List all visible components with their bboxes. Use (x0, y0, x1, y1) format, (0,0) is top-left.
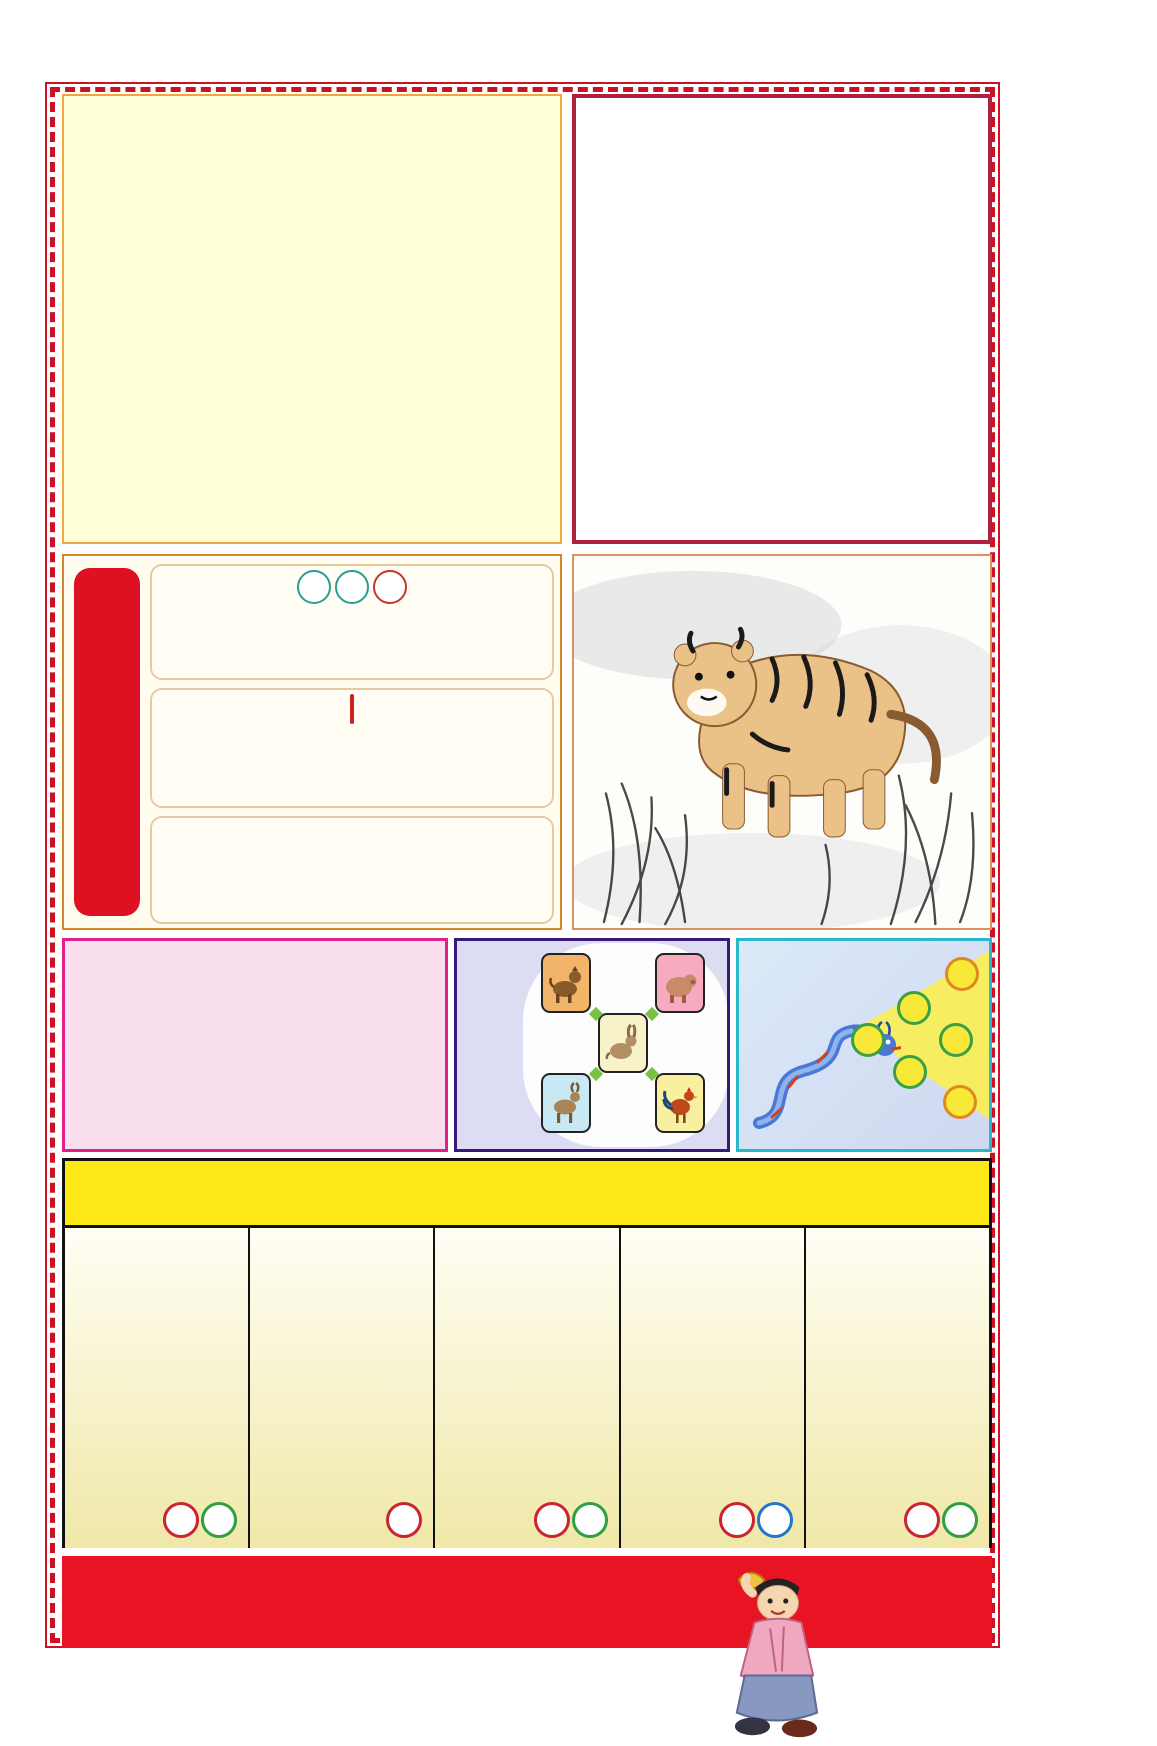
gate4-ball-35 (757, 1502, 793, 1538)
pearl-13 (893, 1055, 927, 1089)
left-dice-border (1, 84, 43, 1648)
gate1-ball-1 (163, 1502, 199, 1538)
right-brand-border (1008, 100, 1050, 1630)
tip1-number-33 (335, 570, 369, 604)
gate4-ball-32 (719, 1502, 755, 1538)
pearl-20 (943, 1085, 977, 1119)
goat-image (546, 1079, 586, 1127)
goat-tile (541, 1073, 591, 1133)
tip1-heading (160, 570, 544, 604)
dragon-pearls-panel (736, 938, 992, 1152)
zodiac-relation-panel (454, 938, 730, 1152)
gate4-column (621, 1228, 806, 1548)
dog-image (546, 959, 586, 1007)
boy-mascot-image (700, 1558, 850, 1744)
tiger-painting-panel (572, 554, 992, 930)
rabbit-tile (598, 1013, 648, 1073)
special-code-poem-panel (62, 94, 562, 544)
zodiac-poem-panel (62, 938, 448, 1152)
rooster-image (660, 1079, 700, 1127)
rooster-tile (655, 1073, 705, 1133)
gate3-column (435, 1228, 620, 1548)
recommendation-table (62, 1158, 992, 1548)
bottom-banner (62, 1556, 992, 1648)
gate2-column (250, 1228, 435, 1548)
gate1-column (65, 1228, 250, 1548)
gate2-ball-15 (386, 1502, 422, 1538)
dog-tile (541, 953, 591, 1013)
zodiac-bagua-panel (572, 94, 992, 544)
right-dice-border (1114, 84, 1156, 1648)
rabbit-image (603, 1019, 643, 1067)
tip-section-1 (150, 564, 554, 680)
tip-section-3 (150, 816, 554, 924)
pearl-16 (851, 1023, 885, 1057)
tip2-heading (160, 694, 544, 725)
pig-image (660, 959, 700, 1007)
tiger-ink-painting (574, 556, 990, 928)
gate5-ball-49 (942, 1502, 978, 1538)
gate3-ball-25 (572, 1502, 608, 1538)
tip1-number-44 (373, 570, 407, 604)
gate1-ball-2 (201, 1502, 237, 1538)
pearl-25 (897, 991, 931, 1025)
gate5-ball-42 (904, 1502, 940, 1538)
bottom-dice-border (0, 1655, 1157, 1697)
pearl-49 (945, 957, 979, 991)
gate5-column (806, 1228, 989, 1548)
zodiac-wheel-image (631, 160, 936, 465)
tip1-number-22 (297, 570, 331, 604)
dragon-image (741, 981, 901, 1131)
top-dice-border (0, 36, 1157, 78)
tips-vertical-banner (74, 568, 140, 916)
table-header (65, 1161, 989, 1228)
pig-tile (655, 953, 705, 1013)
tips-panel (62, 554, 562, 930)
pearl-38 (939, 1023, 973, 1057)
gate3-ball-22 (534, 1502, 570, 1538)
tip-section-2 (150, 688, 554, 808)
